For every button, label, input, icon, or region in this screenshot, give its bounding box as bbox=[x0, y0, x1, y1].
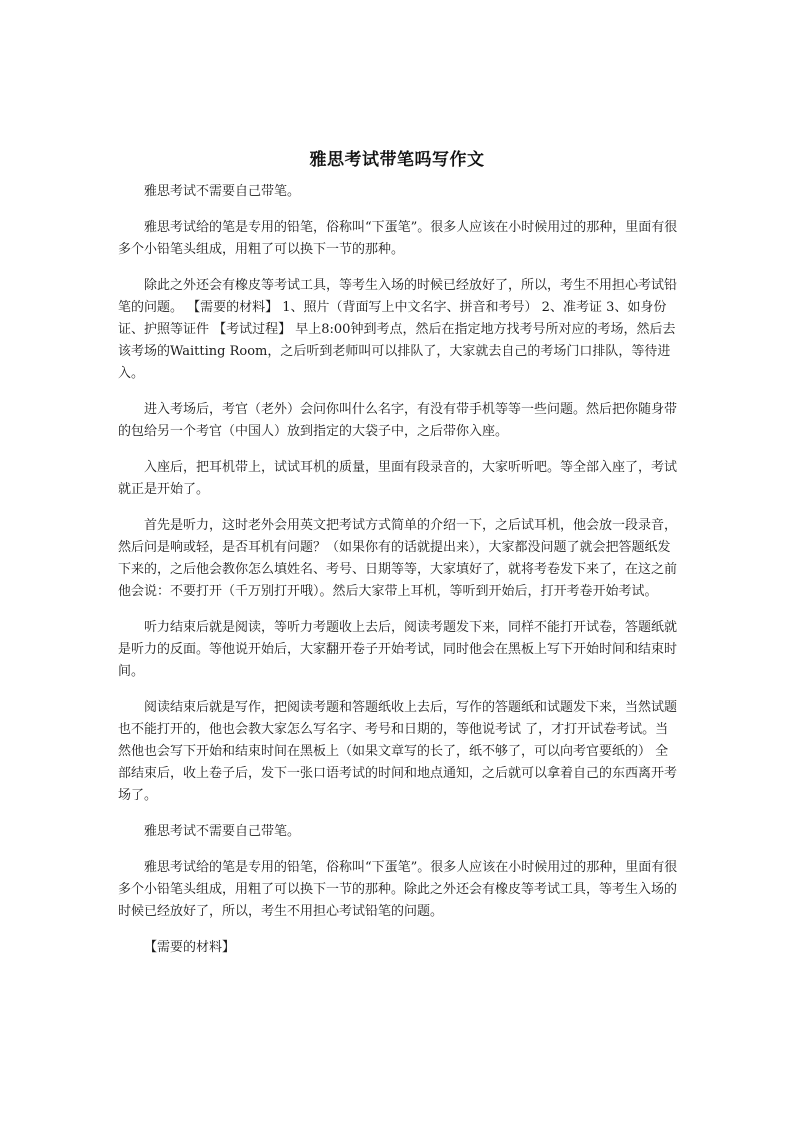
paragraph-6: 首先是听力，这时老外会用英文把考试方式简单的介绍一下，之后试耳机，他会放一段录音，然后问是响或轻，是否耳机有问题？（如果你有的话就提出来），大家都没问题了就会把答题纸发下来的，之后他会教你怎么填姓名、考号、日期等等，大家填好了，就将考卷发下来了，在这之前他会说：不要打开（千万别打开哦）。然后大家带上耳机，等听到开始后，打开考卷开始考试。 bbox=[118, 518, 678, 599]
paragraph-8: 阅读结束后就是写作，把阅读考题和答题纸收上去后，写作的答题纸和试题发下来，当然试题也不能打开的，他也会教大家怎么写名字、考号和日期的，等他说考试 了，才打开试卷考试。当然他也会写下开始和结束时间在黑板上（如果文章写的长了，纸不够了，可以向考官要纸的） 全部结束后，收上卷子后，发下一张口语考试的时间和地点通知，之后就可以拿着自己的东西离开考场了。 bbox=[118, 700, 678, 803]
paragraph-1: 雅思考试不需要自己带笔。 bbox=[144, 184, 301, 199]
paragraph-5: 入座后，把耳机带上，试试耳机的质量，里面有段录音的，大家听听吧。等全部入座了，考试就正是开始了。 bbox=[118, 460, 678, 497]
document-body bbox=[118, 181, 680, 973]
paragraph-11: 【需要的材料】 bbox=[144, 940, 236, 955]
paragraph-3: 除此之外还会有橡皮等考试工具，等考生入场的时候已经放好了，所以，考生不用担心考试铅笔的问题。 【需要的材料】 1、照片（背面写上中文名字、拼音和考号） 2、准考证 3、如身份证、护照等证件 【考试过程】 早上8:00钟到考点，然后在指定地方找考号所对应的考场，然后去该考场的Waitting Room，之后听到老师叫可以排队了，大家就去自己的考场门口排队，等待进入。 bbox=[118, 278, 678, 381]
page-title: 雅思考试带笔吗写作文 bbox=[309, 150, 485, 170]
paragraph-7: 听力结束后就是阅读，等听力考题收上去后，阅读考题发下来，同样不能打开试卷，答题纸就是听力的反面。等他说开始后，大家翻开卷子开始考试，同时他会在黑板上写下开始时间和结束时间。 bbox=[118, 620, 678, 679]
paragraph-9: 雅思考试不需要自己带笔。 bbox=[144, 824, 301, 839]
paragraph-4: 进入考场后，考官（老外）会问你叫什么名字，有没有带手机等等一些问题。然后把你随身带的包给另一个考官（中国人）放到指定的大袋子中，之后带你入座。 bbox=[118, 402, 678, 439]
paragraph-10: 雅思考试给的笔是专用的铅笔，俗称叫“下蛋笔”。很多人应该在小时候用过的那种，里面有很多个小铅笔头组成，用粗了可以换下一节的那种。除此之外还会有橡皮等考试工具，等考生入场的时候已经放好了，所以，考生不用担心考试铅笔的问题。 bbox=[118, 860, 678, 919]
paragraph-2: 雅思考试给的笔是专用的铅笔，俗称叫“下蛋笔”。很多人应该在小时候用过的那种，里面有很多个小铅笔头组成，用粗了可以换下一节的那种。 bbox=[118, 220, 678, 257]
